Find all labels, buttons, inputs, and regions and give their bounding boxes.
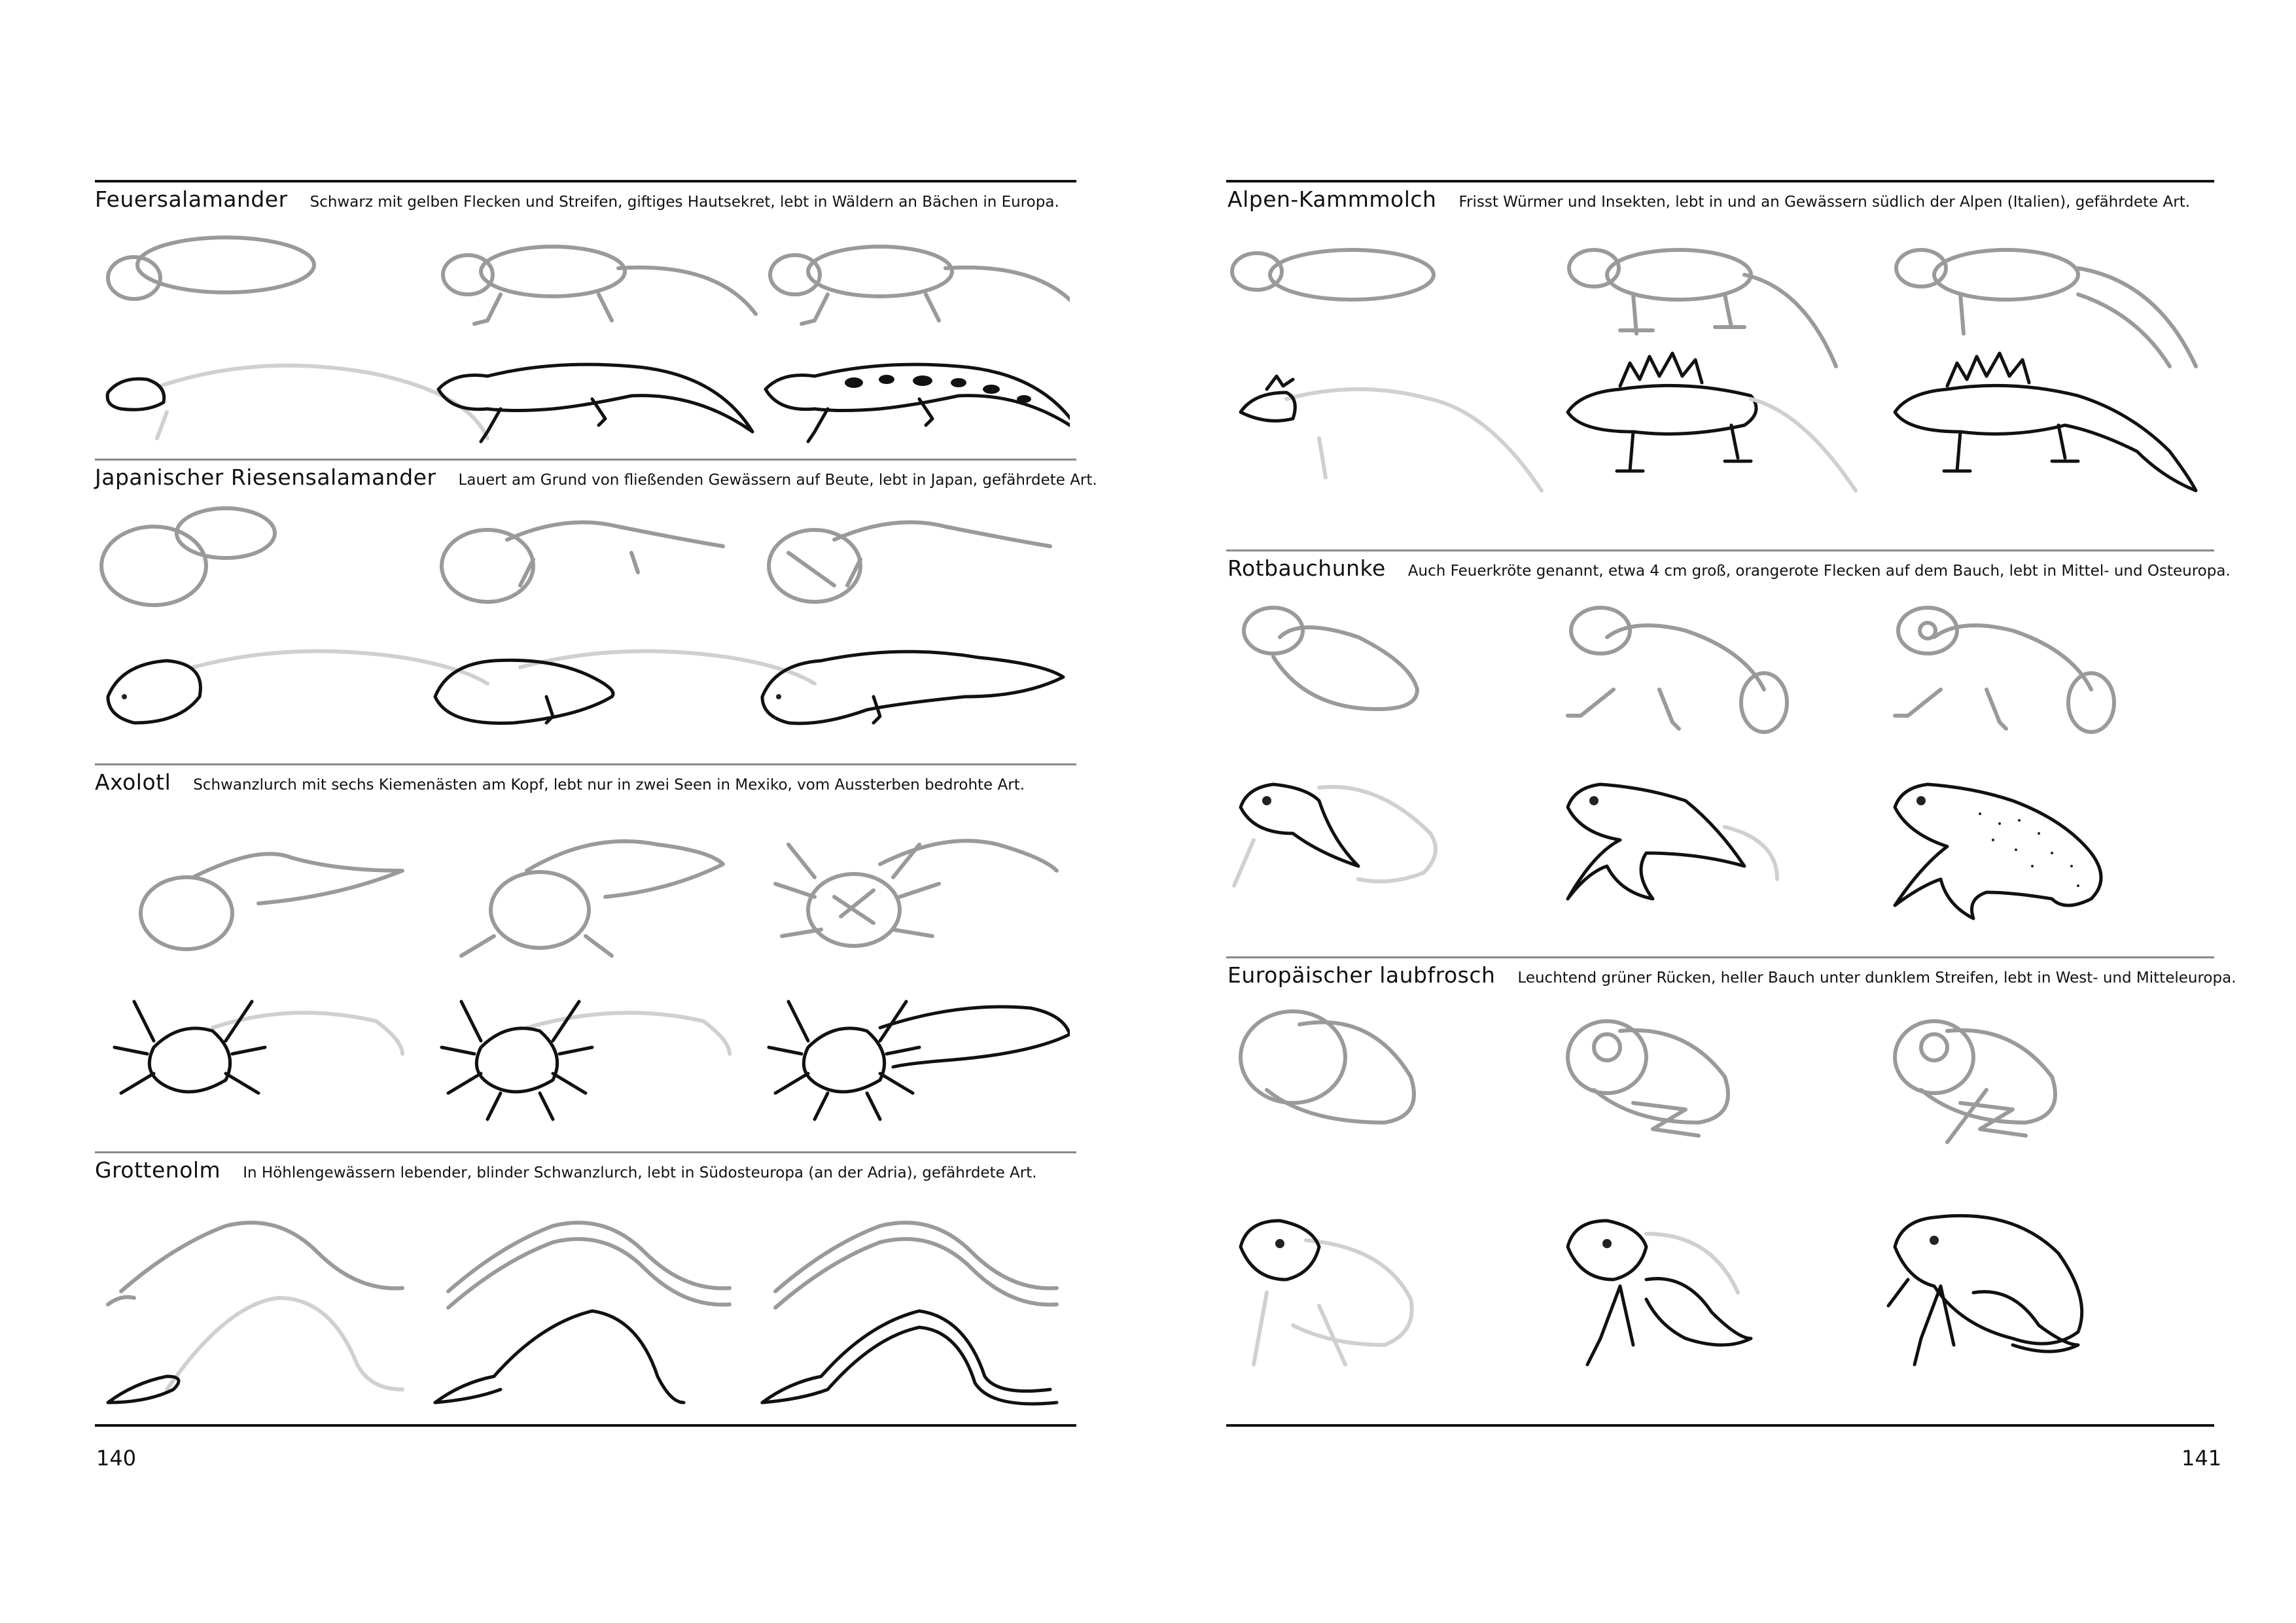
bottom-rule [95,1424,1076,1427]
step-sketch-2 [1568,1021,1728,1136]
step-sketch-1 [1244,608,1417,709]
section-header [95,186,1059,212]
section-title: Europäischer laubfrosch [1227,962,1496,988]
step-sketch-3 [775,1223,1057,1308]
step-ink-3 [769,1002,1070,1119]
step-ink-2 [1568,353,1856,491]
step-sketch-1 [1232,250,1434,300]
section-divider [95,763,1076,765]
drawing-steps-feuersalamander [95,222,1070,461]
section-description: Frisst Würmer und Insekten, lebt in und an Gewässern südlich der Alpen (Italien), gefährdete Art. [1458,194,2191,211]
section-header [1227,555,2231,581]
step-sketch-1 [101,508,275,605]
step-ink-3 [1895,353,2196,491]
step-sketch-2 [461,841,723,956]
step-ink-3 [1888,1215,2082,1365]
step-ink-2 [442,1002,730,1119]
step-ink-1 [115,1002,402,1093]
section-divider [95,1151,1076,1153]
step-ink-2 [438,364,752,442]
section-description: Leuchtend grüner Rücken, heller Bauch unter dunklem Streifen, lebt in West- und Mitteleuropa. [1517,969,2236,986]
section-divider [1226,550,2214,551]
section-header [1227,962,2236,988]
step-ink-3 [762,1311,1057,1404]
step-ink-1 [107,366,487,438]
section-header [95,769,1025,795]
drawing-steps-laubfrosch [1227,998,2202,1430]
section-header [95,1157,1037,1183]
page-number: 140 [96,1446,137,1471]
drawing-steps-axolotl [95,805,1070,1132]
step-ink-3 [1895,784,2101,918]
section-title: Japanischer Riesensalamander [95,464,436,490]
bottom-rule [1226,1424,2214,1427]
drawing-steps-riesensalamander [95,500,1070,749]
step-ink-1 [108,1298,402,1403]
section-divider [95,459,1076,461]
section-header [95,464,1097,490]
drawing-steps-grottenolm [95,1193,1070,1429]
section-title: Axolotl [95,769,171,795]
section-title: Alpen-Kammmolch [1227,186,1437,212]
step-ink-1 [1234,784,1436,886]
step-sketch-3 [1895,1021,2055,1142]
drawing-steps-rotbauchunke [1227,591,2202,958]
step-ink-1 [1241,1221,1412,1365]
section-title: Grottenolm [95,1157,221,1183]
step-sketch-3 [1896,250,2196,366]
step-sketch-1 [141,854,402,949]
step-ink-1 [1241,376,1542,491]
step-sketch-3 [769,522,1050,602]
page-number: 141 [2181,1446,2222,1471]
top-rule [1226,180,2214,183]
step-sketch-2 [448,1223,730,1308]
drawing-steps-alpen-kammmolch [1227,222,2202,536]
section-description: Lauert am Grund von fließenden Gewässern auf Beute, lebt in Japan, gefährdete Art. [458,472,1097,489]
section-description: In Höhlengewässern lebender, blinder Schwanzlurch, lebt in Südosteuropa (an der Adria), gefährdete Art. [243,1164,1037,1181]
step-sketch-3 [770,247,1070,324]
right-page [1148,0,2296,1623]
section-description: Auch Feuerkröte genannt, etwa 4 cm groß, orangerote Flecken auf dem Bauch, lebt in Mittel- und Osteuropa. [1407,563,2231,580]
section-title: Feuersalamander [95,186,288,212]
step-sketch-1 [108,1223,402,1304]
step-sketch-2 [1569,250,1836,366]
step-sketch-1 [108,237,314,299]
step-ink-3 [766,364,1070,442]
step-sketch-3 [1895,608,2114,732]
step-sketch-2 [442,522,723,602]
section-divider [1226,956,2214,958]
step-ink-1 [108,651,487,723]
section-description: Schwanzlurch mit sechs Kiemenästen am Kopf, lebt nur in zwei Seen in Mexiko, vom Aussterben bedrohte Art. [193,777,1025,794]
step-ink-2 [435,1311,684,1403]
step-sketch-2 [443,247,756,324]
step-ink-3 [762,652,1063,724]
step-ink-2 [1568,784,1777,899]
step-ink-2 [1568,1221,1751,1365]
top-rule [95,180,1076,183]
step-sketch-2 [1568,608,1787,732]
step-sketch-3 [775,841,1057,946]
section-header [1227,186,2190,212]
step-ink-2 [435,651,815,723]
step-sketch-1 [1241,1011,1414,1123]
section-title: Rotbauchunke [1227,555,1386,581]
section-description: Schwarz mit gelben Flecken und Streifen, giftiges Hautsekret, lebt in Wäldern an Bächen in Europa. [309,194,1059,211]
